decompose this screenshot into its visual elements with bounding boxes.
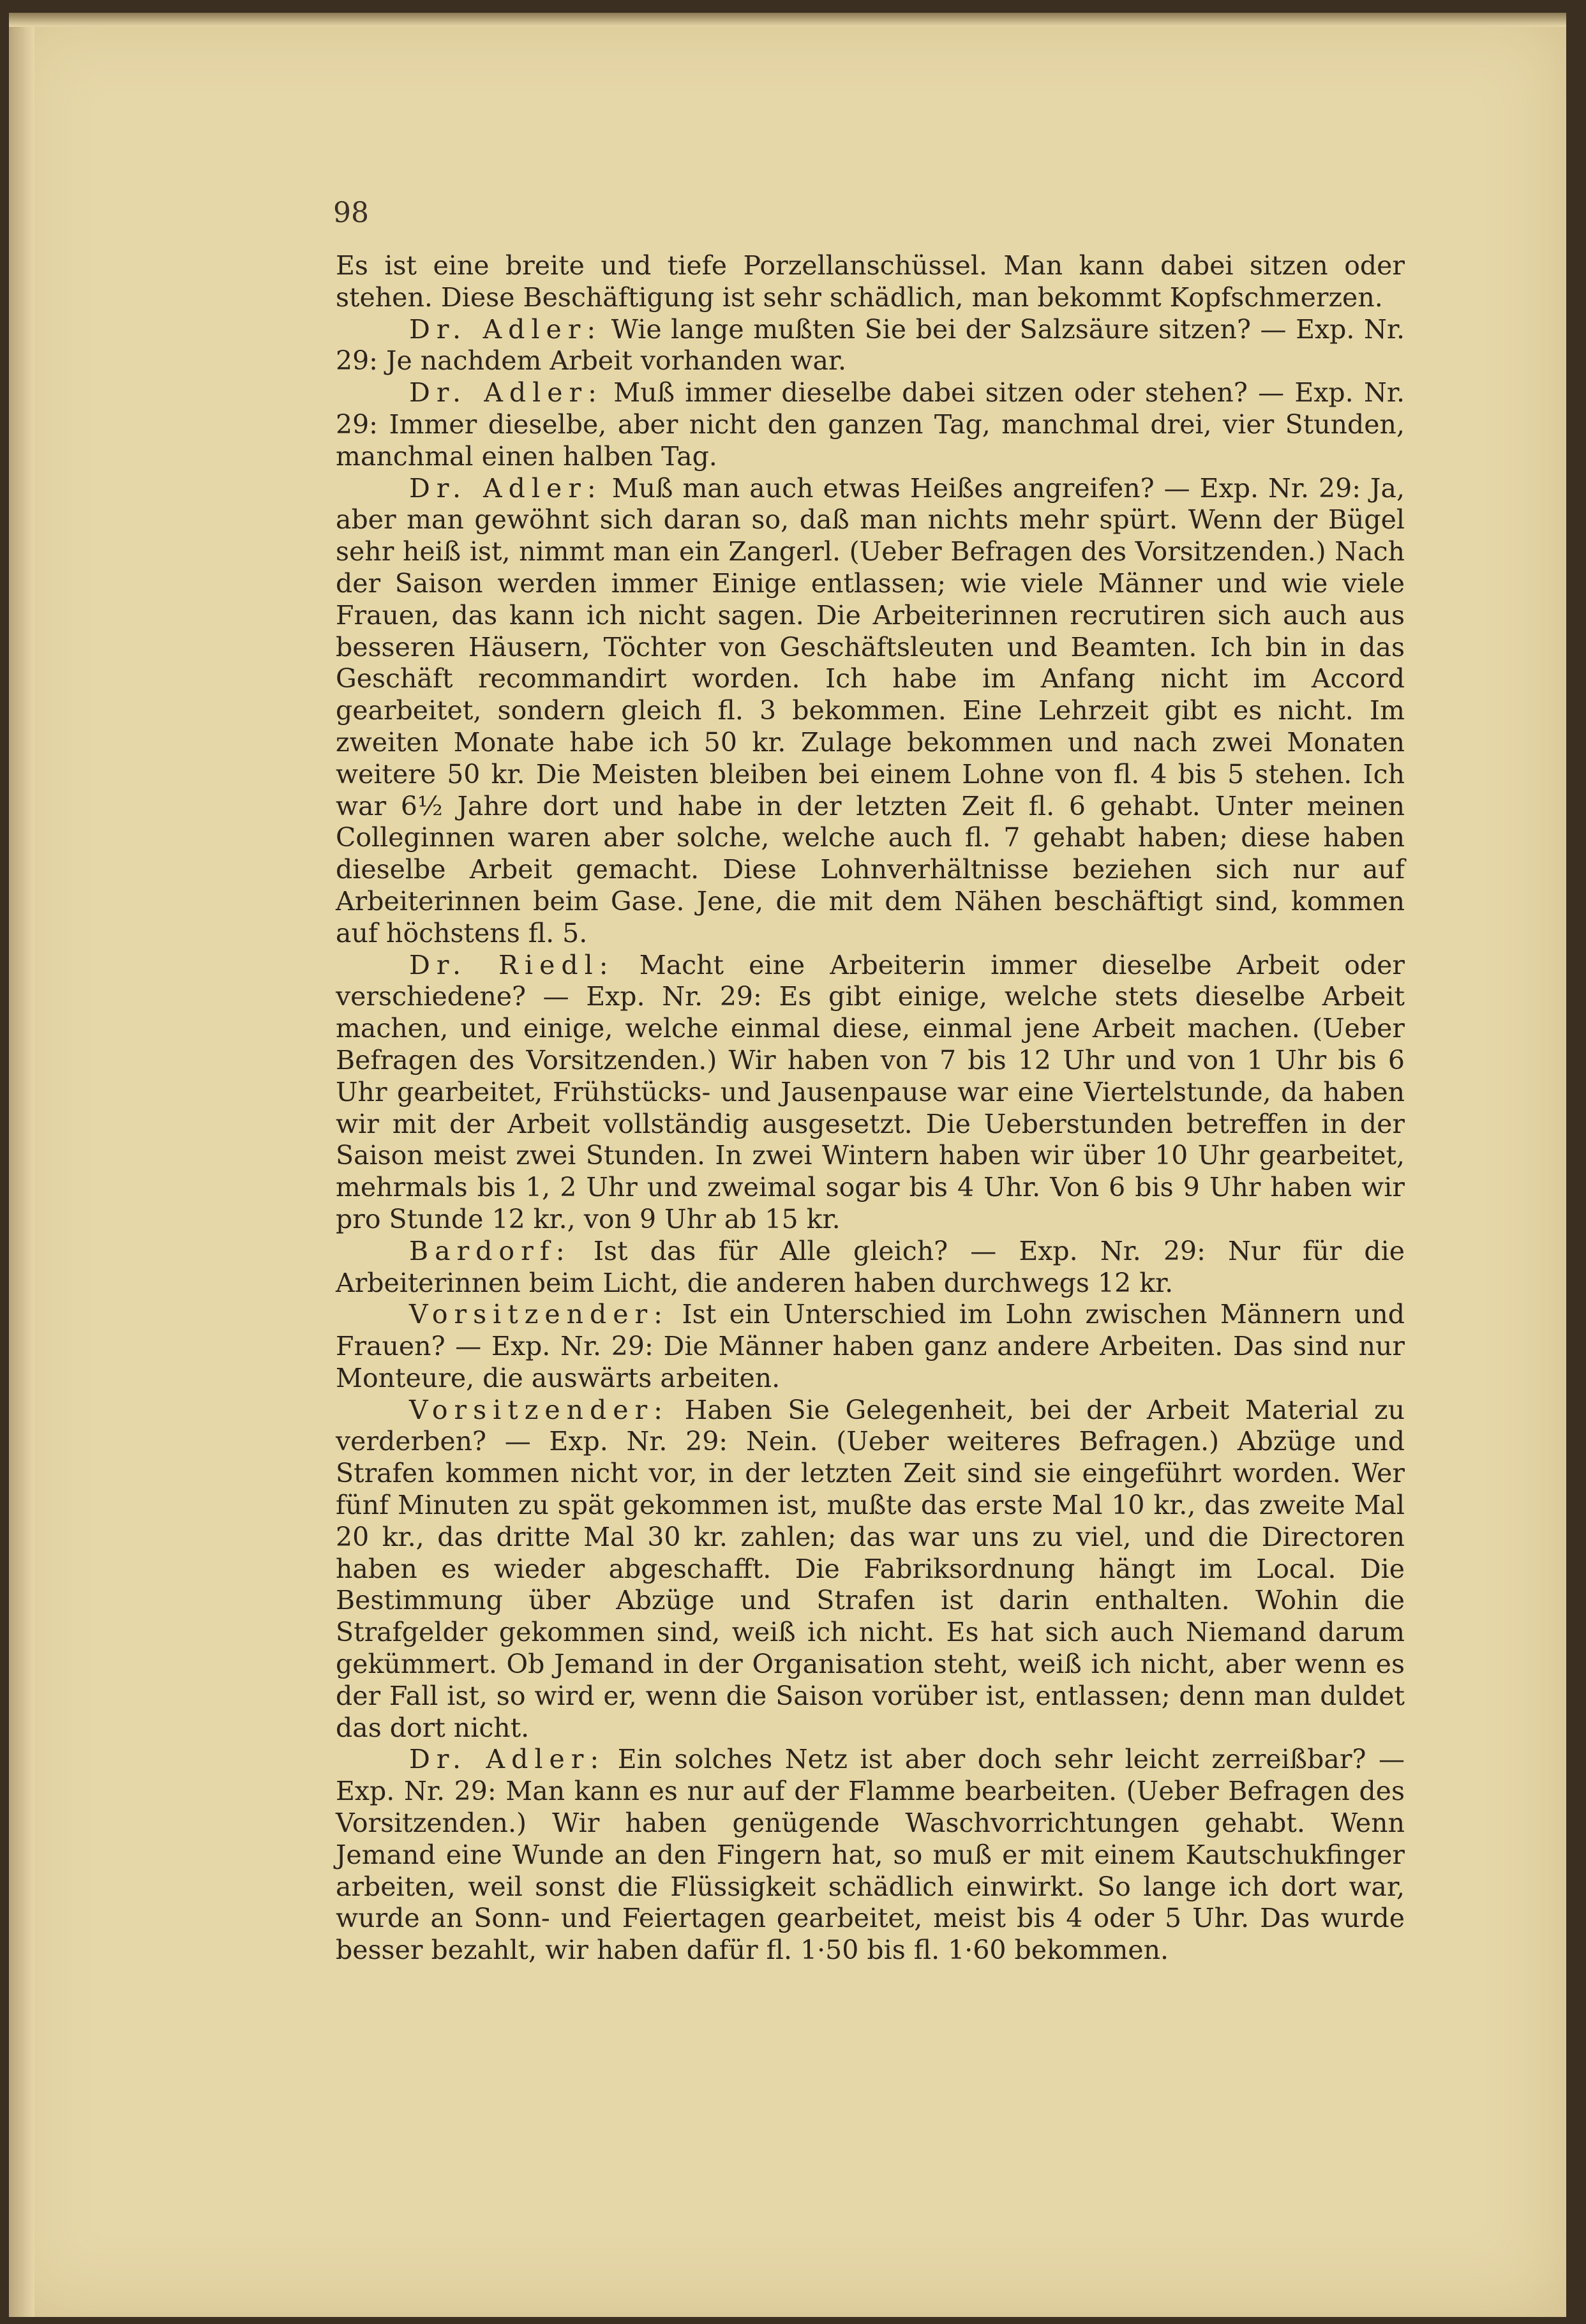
- paragraph-4: [336, 473, 1405, 950]
- page-gutter: [9, 13, 34, 2317]
- speaker-label: Dr. Adler:: [409, 472, 602, 504]
- speaker-label: Dr. Adler:: [409, 377, 603, 409]
- speaker-label: Vorsitzender:: [409, 1299, 669, 1330]
- body-text: [336, 250, 1405, 1967]
- paragraph-text: Muß immer dieselbe dabei sitzen oder stehen? — Exp. Nr. 29: Immer dieselbe, aber nicht den ganzen Tag, manchmal drei, vier Stunden, manchmal einen halben Tag.: [336, 377, 1405, 472]
- paragraph-1: [336, 250, 1405, 314]
- page-number: 98: [333, 197, 369, 229]
- page-top-edge: [9, 13, 1566, 27]
- paragraph-5: [336, 950, 1405, 1236]
- speaker-label: Dr. Riedl:: [409, 949, 615, 980]
- paragraph-text: Ist ein Unterschied im Lohn zwischen Männern und Frauen? — Exp. Nr. 29: Die Männer haben ganz andere Arbeiten. Das sind nur Monteure, die auswärts arbeiten.: [336, 1299, 1405, 1393]
- paragraph-7: [336, 1299, 1405, 1394]
- paragraph-text: Ist das für Alle gleich? — Exp. Nr. 29: Nur für die Arbeiterinnen beim Licht, die anderen haben durchwegs 12 kr.: [336, 1235, 1405, 1298]
- paragraph-8: [336, 1395, 1405, 1744]
- paragraph-3: [336, 377, 1405, 472]
- speaker-label: Dr. Adler:: [409, 313, 602, 345]
- book-page: [9, 13, 1566, 2317]
- paragraph-text: Wie lange mußten Sie bei der Salzsäure sitzen? — Exp. Nr. 29: Je nachdem Arbeit vorhanden war.: [336, 313, 1405, 377]
- paragraph-text: Macht eine Arbeiterin immer dieselbe Arbeit oder verschiedene? — Exp. Nr. 29: Es gibt einige, welche stets dieselbe Arbeit machen, und einige, welche einmal diese, einmal jene Arbeit machen. (Ueber Befragen des Vorsitzenden.) Wir haben von 7 bis 12 Uhr und von 1 Uhr bis 6 Uhr gearbeitet, Frühstücks- und Jausenpause war eine Viertelstunde, da haben wir mit der Arbeit vollständig ausgesetzt. Die Ueberstunden betreffen in der Saison meist zwei Stunden. In zwei Wintern haben wir über 10 Uhr gearbeitet, mehrmals bis 1, 2 Uhr und zweimal sogar bis 4 Uhr. Von 6 bis 9 Uhr haben wir pro Stunde 12 kr., von 9 Uhr ab 15 kr.: [336, 949, 1405, 1234]
- paragraph-text: Muß man auch etwas Heißes angreifen? — Exp. Nr. 29: Ja, aber man gewöhnt sich daran so, daß man nichts mehr spürt. Wenn der Bügel sehr heiß ist, nimmt man ein Zangerl. (Ueber Befragen des Vorsitzenden.) Nach der Saison werden immer Einige entlassen; wie viele Männer und wie viele Frauen, das kann ich nicht sagen. Die Arbeiterinnen recrutiren sich auch aus besseren Häusern, Töchter von Geschäftsleuten und Beamten. Ich bin in das Geschäft recommandirt worden. Ich habe im Anfang nicht im Accord gearbeitet, sondern gleich fl. 3 bekommen. Eine Lehrzeit gibt es nicht. Im zweiten Monate habe ich 50 kr. Zulage bekommen und nach zwei Monaten weitere 50 kr. Die Meisten bleiben bei einem Lohne von fl. 4 bis 5 stehen. Ich war 6½ Jahre dort und habe in der letzten Zeit fl. 6 gehabt. Unter meinen Colleginnen waren aber solche, welche auch fl. 7 gehabt haben; diese haben dieselbe Arbeit gemacht. Diese Lohnverhältnisse beziehen sich nur auf Arbeiterinnen beim Gase. Jene, die mit dem Nähen beschäftigt sind, kommen auf höchstens fl. 5.: [336, 472, 1405, 948]
- paragraph-6: [336, 1236, 1405, 1300]
- speaker-label: Bardorf:: [409, 1235, 571, 1266]
- paragraph-2: [336, 314, 1405, 378]
- paragraph-text: Ein solches Netz ist aber doch sehr leicht zerreißbar? — Exp. Nr. 29: Man kann es nur auf der Flamme bearbeiten. (Ueber Befragen des Vorsitzenden.) Wir haben genügende Waschvorrichtungen gehabt. Wenn Jemand eine Wunde an den Fingern hat, so muß er mit einem Kautschukfinger arbeiten, weil sonst die Flüssigkeit schädlich einwirkt. So lange ich dort war, wurde an Sonn- und Feiertagen gearbeitet, meist bis 4 oder 5 Uhr. Das wurde besser bezahlt, wir haben dafür fl. 1·50 bis fl. 1·60 bekommen.: [336, 1744, 1405, 1966]
- speaker-label: Dr. Adler:: [409, 1744, 606, 1775]
- paragraph-text: Haben Sie Gelegenheit, bei der Arbeit Material zu verderben? — Exp. Nr. 29: Nein. (Ueber weiteres Befragen.) Abzüge und Strafen kommen nicht vor, in der letzten Zeit sind sie eingeführt worden. Wer fünf Minuten zu spät gekommen ist, mußte das erste Mal 10 kr., das zweite Mal 20 kr., das dritte Mal 30 kr. zahlen; das war uns zu viel, und die Directoren haben es wieder abgeschafft. Die Fabriksordnung hängt im Local. Die Bestimmung über Abzüge und Strafen ist darin enthalten. Wohin die Strafgelder gekommen sind, weiß ich nicht. Es hat sich auch Niemand darum gekümmert. Ob Jemand in der Organisation steht, weiß ich nicht, aber wenn es der Fall ist, so wird er, wenn die Saison vorüber ist, entlassen; denn man duldet das dort nicht.: [336, 1394, 1405, 1743]
- paragraph-9: [336, 1744, 1405, 1967]
- speaker-label: Vorsitzender:: [409, 1394, 669, 1425]
- paragraph-text: Es ist eine breite und tiefe Porzellanschüssel. Man kann dabei sitzen oder stehen. Diese Beschäftigung ist sehr schädlich, man bekommt Kopfschmerzen.: [336, 250, 1405, 313]
